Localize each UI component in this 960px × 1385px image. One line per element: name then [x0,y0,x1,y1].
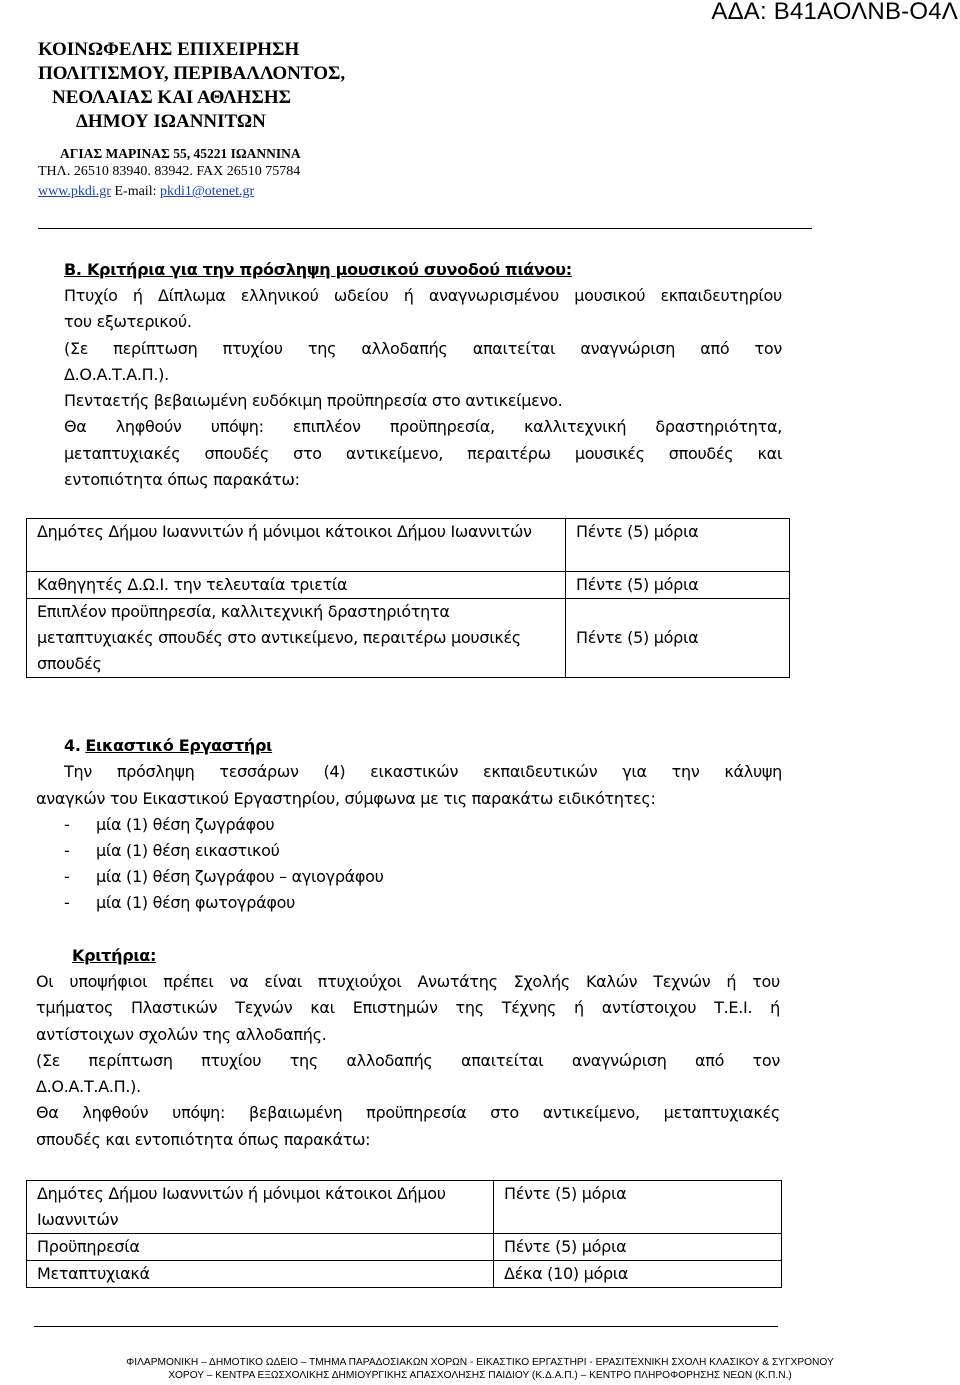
points-cell: Πέντε (5) μόρια [566,519,790,572]
criteria-line: Οι υποψήφιοι πρέπει να είναι πτυχιούχοι Ανωτάτης Σχολής Καλών Τεχνών ή του [36,972,780,991]
position-item [64,840,782,862]
table-row [27,519,790,572]
table-row [27,572,790,599]
table-row [27,1261,782,1288]
position-text: μία (1) θέση εικαστικού [96,841,280,860]
points-cell: Πέντε (5) μόρια [566,599,790,678]
ada-code: ΑΔΑ: Β41ΑΟΛΝΒ-Ο4Λ [711,0,958,25]
footer-line: ΦΙΛΑΡΜΟΝΙΚΗ – ΔΗΜΟΤΙΚΟ ΩΔΕΙΟ – ΤΜΗΜΑ ΠΑΡΑΔΟΣΙΑΚΩΝ ΧΟΡΩΝ - ΕΙΚΑΣΤΙΚΟ ΕΡΓΑΣΤΗΡΙ - ΕΡΑΣΙΤΕΧΝΙΚΗ ΣΧΟΛΗ ΚΛΑΣΙΚΟΥ & ΣΥΓΧΡΟΝΟΥ [126,1357,834,1368]
section-4-heading [64,735,782,757]
phone-fax: ΤΗΛ. 26510 83940. 83942. FAX 26510 75784 [38,164,301,179]
position-text: μία (1) θέση ζωγράφου – αγιογράφου [96,867,384,886]
list-dash: - [64,841,70,860]
email-label: E-mail: [110,184,160,199]
section-b-line: μεταπτυχιακές σπουδές στο αντικείμενο, περαιτέρω μουσικές σπουδές και [64,444,782,463]
table-row [27,1234,782,1261]
section-b-points-table [26,518,790,678]
footer-divider [34,1326,778,1327]
section-b-line: Πτυχίο ή Δίπλωμα ελληνικού ωδείου ή αναγνωρισμένου μουσικού εκπαιδευτηρίου [64,286,782,305]
criterion-cell: Επιπλέον προϋπηρεσία, καλλιτεχνική δραστηριότητα μεταπτυχιακές σπουδές στο αντικείμενο, περαιτέρω μουσικές σπουδές [27,599,566,678]
criterion-cell: Προϋπηρεσία [27,1234,494,1261]
org-line: ΚΟΙΝΩΦΕΛΗΣ ΕΠΙΧΕΙΡΗΣΗ [38,39,300,60]
section-b-line: Πενταετής βεβαιωμένη ευδόκιμη προϋπηρεσία στο αντικείμενο. [64,391,563,410]
email-link[interactable]: pkdi1@otenet.gr [159,184,255,199]
contact-line [38,183,254,200]
position-item [64,814,782,836]
points-cell: Δέκα (10) μόρια [494,1261,782,1288]
section-4-intro-line: αναγκών του Εικαστικού Εργαστηρίου, σύμφωνα με τις παρακάτω ειδικότητες: [36,789,656,808]
address: ΑΓΙΑΣ ΜΑΡΙΝΑΣ 55, 45221 ΙΩΑΝΝΙΝΑ [60,146,301,161]
list-dash: - [64,815,70,834]
criterion-cell: Δημότες Δήμου Ιωαννιτών ή μόνιμοι κάτοικοι Δήμου Ιωαννιτών [27,519,566,572]
section-b-line: (Σε περίπτωση πτυχίου της αλλοδαπής απαιτείται αναγνώριση από τον [64,339,782,358]
criteria-line: σπουδές και εντοπιότητα όπως παρακάτω: [36,1130,371,1149]
criterion-cell: Καθηγητές Δ.Ω.Ι. την τελευταία τριετία [27,572,566,599]
section-b-line: του εξωτερικού. [64,312,192,331]
section-b-line: εντοπιότητα όπως παρακάτω: [64,470,300,489]
list-dash: - [64,893,70,912]
section-4-points-table [26,1180,782,1288]
website-link[interactable]: www.pkdi.gr [38,184,111,199]
org-line: ΝΕΟΛΑΙΑΣ ΚΑΙ ΑΘΛΗΣΗΣ [52,87,292,108]
organization-name [38,38,458,134]
position-item [64,866,782,888]
points-cell: Πέντε (5) μόρια [566,572,790,599]
section-b-line: Θα ληφθούν υπόψη: επιπλέον προϋπηρεσία, καλλιτεχνική δραστηριότητα, [64,417,782,436]
criteria-line: τμήματος Πλαστικών Τεχνών και Επιστημών της Τέχνης ή αντίστοιχου Τ.Ε.Ι. ή [36,998,780,1017]
position-item [64,892,782,914]
section-4-intro-line: Την πρόσληψη τεσσάρων (4) εικαστικών εκπαιδευτικών για την κάλυψη [64,762,782,781]
section-number: 4. [64,736,81,755]
criterion-cell: Μεταπτυχιακά [27,1261,494,1288]
section-b-heading: Β. Κριτήρια για την πρόσληψη μουσικού συνοδού πιάνου: [64,260,572,279]
section-b-line: Δ.Ο.Α.Τ.Α.Π.). [64,365,169,384]
org-line: ΠΟΛΙΤΙΣΜΟΥ, ΠΕΡΙΒΑΛΛΟΝΤΟΣ, [38,63,346,84]
criterion-cell: Δημότες Δήμου Ιωαννιτών ή μόνιμοι κάτοικοι Δήμου Ιωαννιτών [27,1181,494,1234]
table-row [27,599,790,678]
table-row [27,1181,782,1234]
criteria-heading: Κριτήρια: [72,946,157,965]
header-divider [38,228,812,229]
criteria-line: (Σε περίπτωση πτυχίου της αλλοδαπής απαιτείται αναγνώριση από τον [36,1051,780,1070]
points-cell: Πέντε (5) μόρια [494,1181,782,1234]
criteria-line: Δ.Ο.Α.Τ.Α.Π.). [36,1077,141,1096]
position-text: μία (1) θέση ζωγράφου [96,815,275,834]
criteria-line: αντίστοιχων σχολών της αλλοδαπής. [36,1025,327,1044]
points-cell: Πέντε (5) μόρια [494,1234,782,1261]
position-text: μία (1) θέση φωτογράφου [96,893,296,912]
section-title: Εικαστικό Εργαστήρι [85,736,273,755]
criteria-line: Θα ληφθούν υπόψη: βεβαιωμένη προϋπηρεσία στο αντικείμενο, μεταπτυχιακές [36,1103,780,1122]
list-dash: - [64,867,70,886]
footer-line: ΧΟΡΟΥ – ΚΕΝΤΡΑ ΕΞΩΣΧΟΛΙΚΗΣ ΔΗΜΙΟΥΡΓΙΚΗΣ ΑΠΑΣΧΟΛΗΣΗΣ ΠΑΙΔΙΟΥ (Κ.Δ.Α.Π.) – ΚΕΝΤΡΟ ΠΛΗΡΟΦΟΡΗΣΗΣ ΝΕΩΝ (Κ.Π.Ν.) [168,1370,792,1381]
org-line: ΔΗΜΟΥ ΙΩΑΝΝΙΤΩΝ [76,111,266,132]
